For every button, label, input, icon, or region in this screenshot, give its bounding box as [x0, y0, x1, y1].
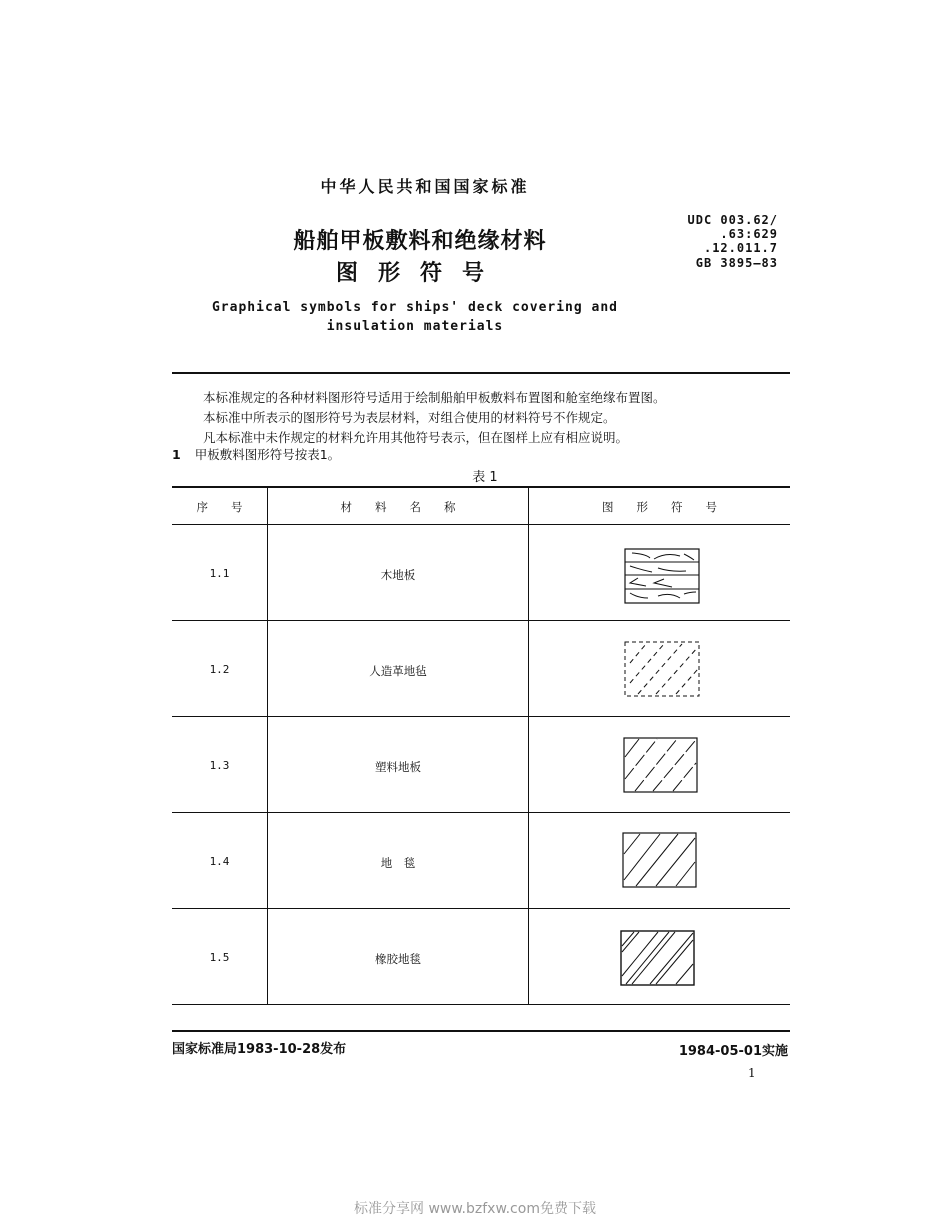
row-divider [172, 812, 790, 813]
header-material-name: 材 料 名 称 [340, 500, 456, 514]
english-title-line-1: Graphical symbols for ships' deck covering and [211, 300, 619, 315]
row-number: 1.1 [209, 567, 230, 580]
table-caption: 表 1 [472, 470, 498, 485]
column-divider [267, 486, 268, 1005]
issue-date: 国家标准局1983-10-28发布 [172, 1042, 347, 1057]
table-bottom-rule [172, 1004, 790, 1005]
header-symbol: 图 形 符 号 [602, 500, 717, 514]
section-number: 1 [172, 447, 181, 462]
effective-date: 1984-05-01实施 [678, 1044, 788, 1059]
column-divider [528, 486, 529, 1005]
title-line-2: 图形符号 [335, 261, 504, 286]
table-top-rule [172, 486, 790, 488]
row-material-name: 人造革地毡 [369, 664, 427, 678]
udc-code-2: .63:629 [720, 227, 778, 241]
section-1 [172, 445, 340, 463]
rubber-carpet-symbol [620, 930, 696, 986]
wood-floor-symbol [624, 548, 700, 604]
watermark: 标准分享网 www.bzfxw.com免费下载 [354, 1201, 596, 1217]
intro-paragraph-3: 凡本标准中未作规定的材料允许用其他符号表示，但在图样上应有相应说明。 [203, 430, 629, 445]
page-number: 1 [748, 1066, 756, 1080]
footer-rule [172, 1030, 790, 1032]
udc-code-1: UDC 003.62/ [687, 213, 778, 227]
row-material-name: 地 毯 [380, 856, 416, 870]
section-text: 甲板敷料图形符号按表1。 [194, 447, 341, 462]
row-divider [172, 908, 790, 909]
artificial-leather-felt-symbol [624, 641, 700, 697]
row-number: 1.2 [209, 663, 230, 676]
intro-paragraph-2: 本标准中所表示的图形符号为表层材料，对组合使用的材料符号不作规定。 [203, 410, 616, 425]
table-header-rule [172, 524, 790, 525]
row-number: 1.5 [209, 951, 230, 964]
header-rule [172, 372, 790, 374]
udc-code-3: .12.011.7 [703, 241, 778, 255]
row-divider [172, 716, 790, 717]
english-title-line-2: insulation materials [326, 319, 504, 334]
row-material-name: 橡胶地毯 [375, 952, 421, 966]
plastic-floor-symbol [623, 737, 699, 793]
row-material-name: 木地板 [380, 568, 416, 582]
row-divider [172, 620, 790, 621]
organization: 中华人民共和国国家标准 [320, 177, 530, 196]
row-material-name: 塑料地板 [375, 760, 421, 774]
header-number: 序 号 [196, 500, 243, 514]
gb-code: GB 3895—83 [695, 256, 778, 270]
carpet-symbol [622, 832, 698, 888]
intro-paragraph-1: 本标准规定的各种材料图形符号适用于绘制船舶甲板敷料布置图和舱室绝缘布置图。 [203, 390, 666, 405]
row-number: 1.4 [209, 855, 230, 868]
row-number: 1.3 [209, 759, 230, 772]
title-line-1: 船舶甲板敷料和绝缘材料 [293, 229, 547, 254]
